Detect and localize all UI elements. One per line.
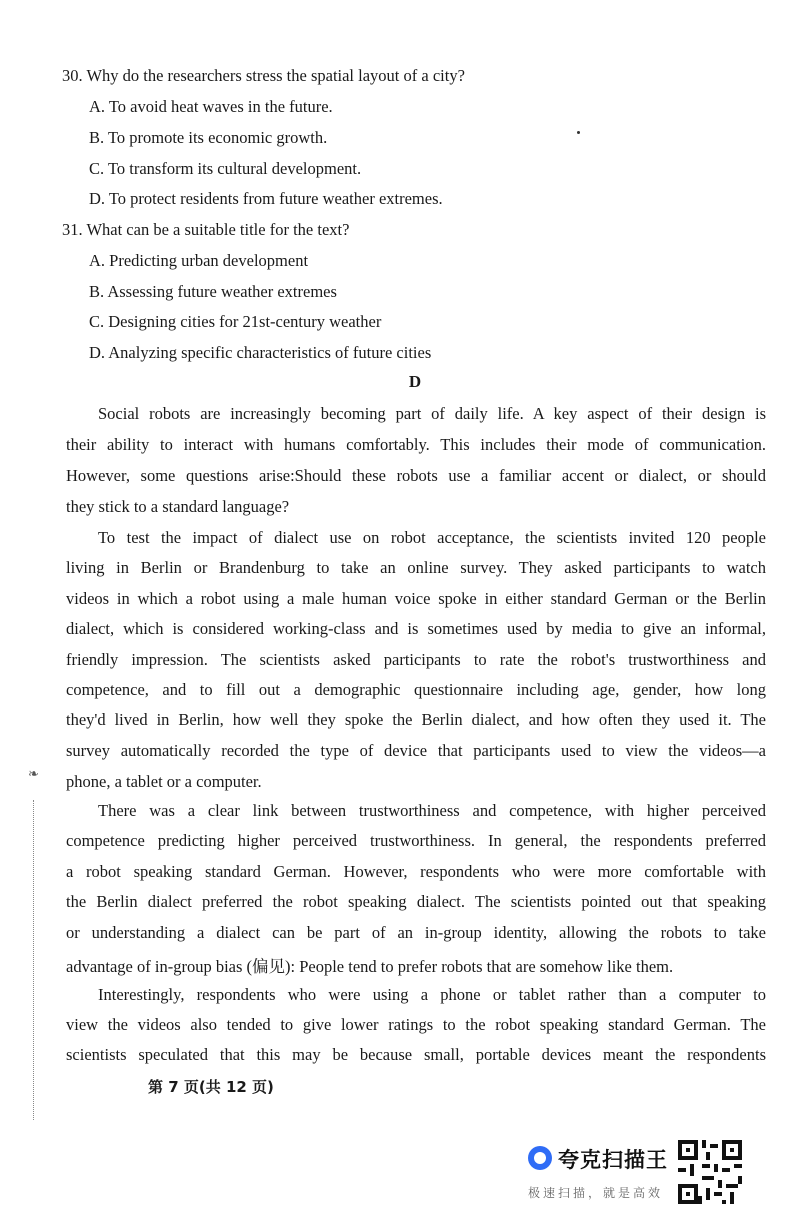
paragraph-3-line: competence predicting higher perceived trustworthiness. In general, the respondents preferred <box>66 831 766 850</box>
paragraph-2-line: living in Berlin or Brandenburg to take an online survey. They asked participants to watch <box>66 558 766 577</box>
paragraph-2-line: survey automatically recorded the type of device that participants used to view the videos—a <box>66 741 766 760</box>
paragraph-2-line: competence, and to fill out a demographic questionnaire including age, gender, how long <box>66 680 766 699</box>
scan-speck <box>577 131 580 134</box>
paragraph-2-line: phone, a tablet or a computer. <box>66 772 262 791</box>
question-30-stem: 30. Why do the researchers stress the spatial layout of a city? <box>62 66 465 85</box>
paragraph-2-line: friendly impression. The scientists asked participants to rate the robot's trustworthiness and <box>66 650 766 669</box>
paragraph-3-line: advantage of in-group bias (偏见): People tend to prefer robots that are somehow like them. <box>66 957 674 976</box>
paragraph-2-line: To test the impact of dialect use on robot acceptance, the scientists invited 120 people <box>98 528 766 547</box>
paragraph-1-line: their ability to interact with humans comfortably. This includes their mode of communication. <box>66 435 766 454</box>
paragraph-3-line: the Berlin dialect preferred the robot speaking dialect. The scientists pointed out that speaking <box>66 892 766 911</box>
paragraph-2-line: they'd lived in Berlin, how well they spoke the Berlin dialect, and how often they used it. The <box>66 710 766 729</box>
qr-code-icon <box>678 1140 742 1204</box>
paragraph-3-line: or understanding a dialect can be part of an in-group identity, allowing the robots to take <box>66 923 766 942</box>
paragraph-2-line: videos in which a robot using a male human voice spoke in either standard German or the Berlin <box>66 589 766 608</box>
paragraph-4-line: Interestingly, respondents who were using a phone or tablet rather than a computer to <box>98 985 766 1004</box>
watermark-title: 夸克扫描王 <box>558 1148 668 1172</box>
page-number: 第 7 页(共 12 页) <box>148 1078 274 1096</box>
question-31-option-c: C. Designing cities for 21st-century weather <box>89 312 382 331</box>
question-31-option-d: D. Analyzing specific characteristics of future cities <box>89 343 432 362</box>
question-30-option-a: A. To avoid heat waves in the future. <box>89 97 333 116</box>
paragraph-2-line: dialect, which is considered working-class and is sometimes used by media to give an informal, <box>66 619 766 638</box>
paragraph-1-line: they stick to a standard language? <box>66 497 290 516</box>
question-31-stem: 31. What can be a suitable title for the text? <box>62 220 350 239</box>
binding-mark-icon: ❧ <box>28 766 39 781</box>
scanner-watermark <box>522 1140 747 1210</box>
question-30-option-b: B. To promote its economic growth. <box>89 128 328 147</box>
paragraph-3-line: There was a clear link between trustworthiness and competence, with higher perceived <box>98 801 766 820</box>
paragraph-4-line: view the videos also tended to give lower ratings to the robot speaking standard German. The <box>66 1015 766 1034</box>
question-31-option-a: A. Predicting urban development <box>89 251 309 270</box>
paragraph-3-line: a robot speaking standard German. However, respondents who were more comfortable with <box>66 862 766 881</box>
paragraph-4-line: scientists speculated that this may be because small, portable devices meant the respondents <box>66 1045 766 1064</box>
watermark-subtitle: 极速扫描，就是高效 <box>528 1186 664 1200</box>
question-30-option-c: C. To transform its cultural development. <box>89 159 362 178</box>
scanner-logo-icon <box>528 1146 552 1170</box>
question-30-option-d: D. To protect residents from future weather extremes. <box>89 189 443 208</box>
paragraph-1-line: Social robots are increasingly becoming part of daily life. A key aspect of their design is <box>98 404 766 423</box>
question-31-option-b: B. Assessing future weather extremes <box>89 282 337 301</box>
section-heading: D <box>408 372 422 391</box>
paragraph-1-line: However, some questions arise:Should these robots use a familiar accent or dialect, or should <box>66 466 766 485</box>
binding-dotted-line <box>33 800 34 1120</box>
